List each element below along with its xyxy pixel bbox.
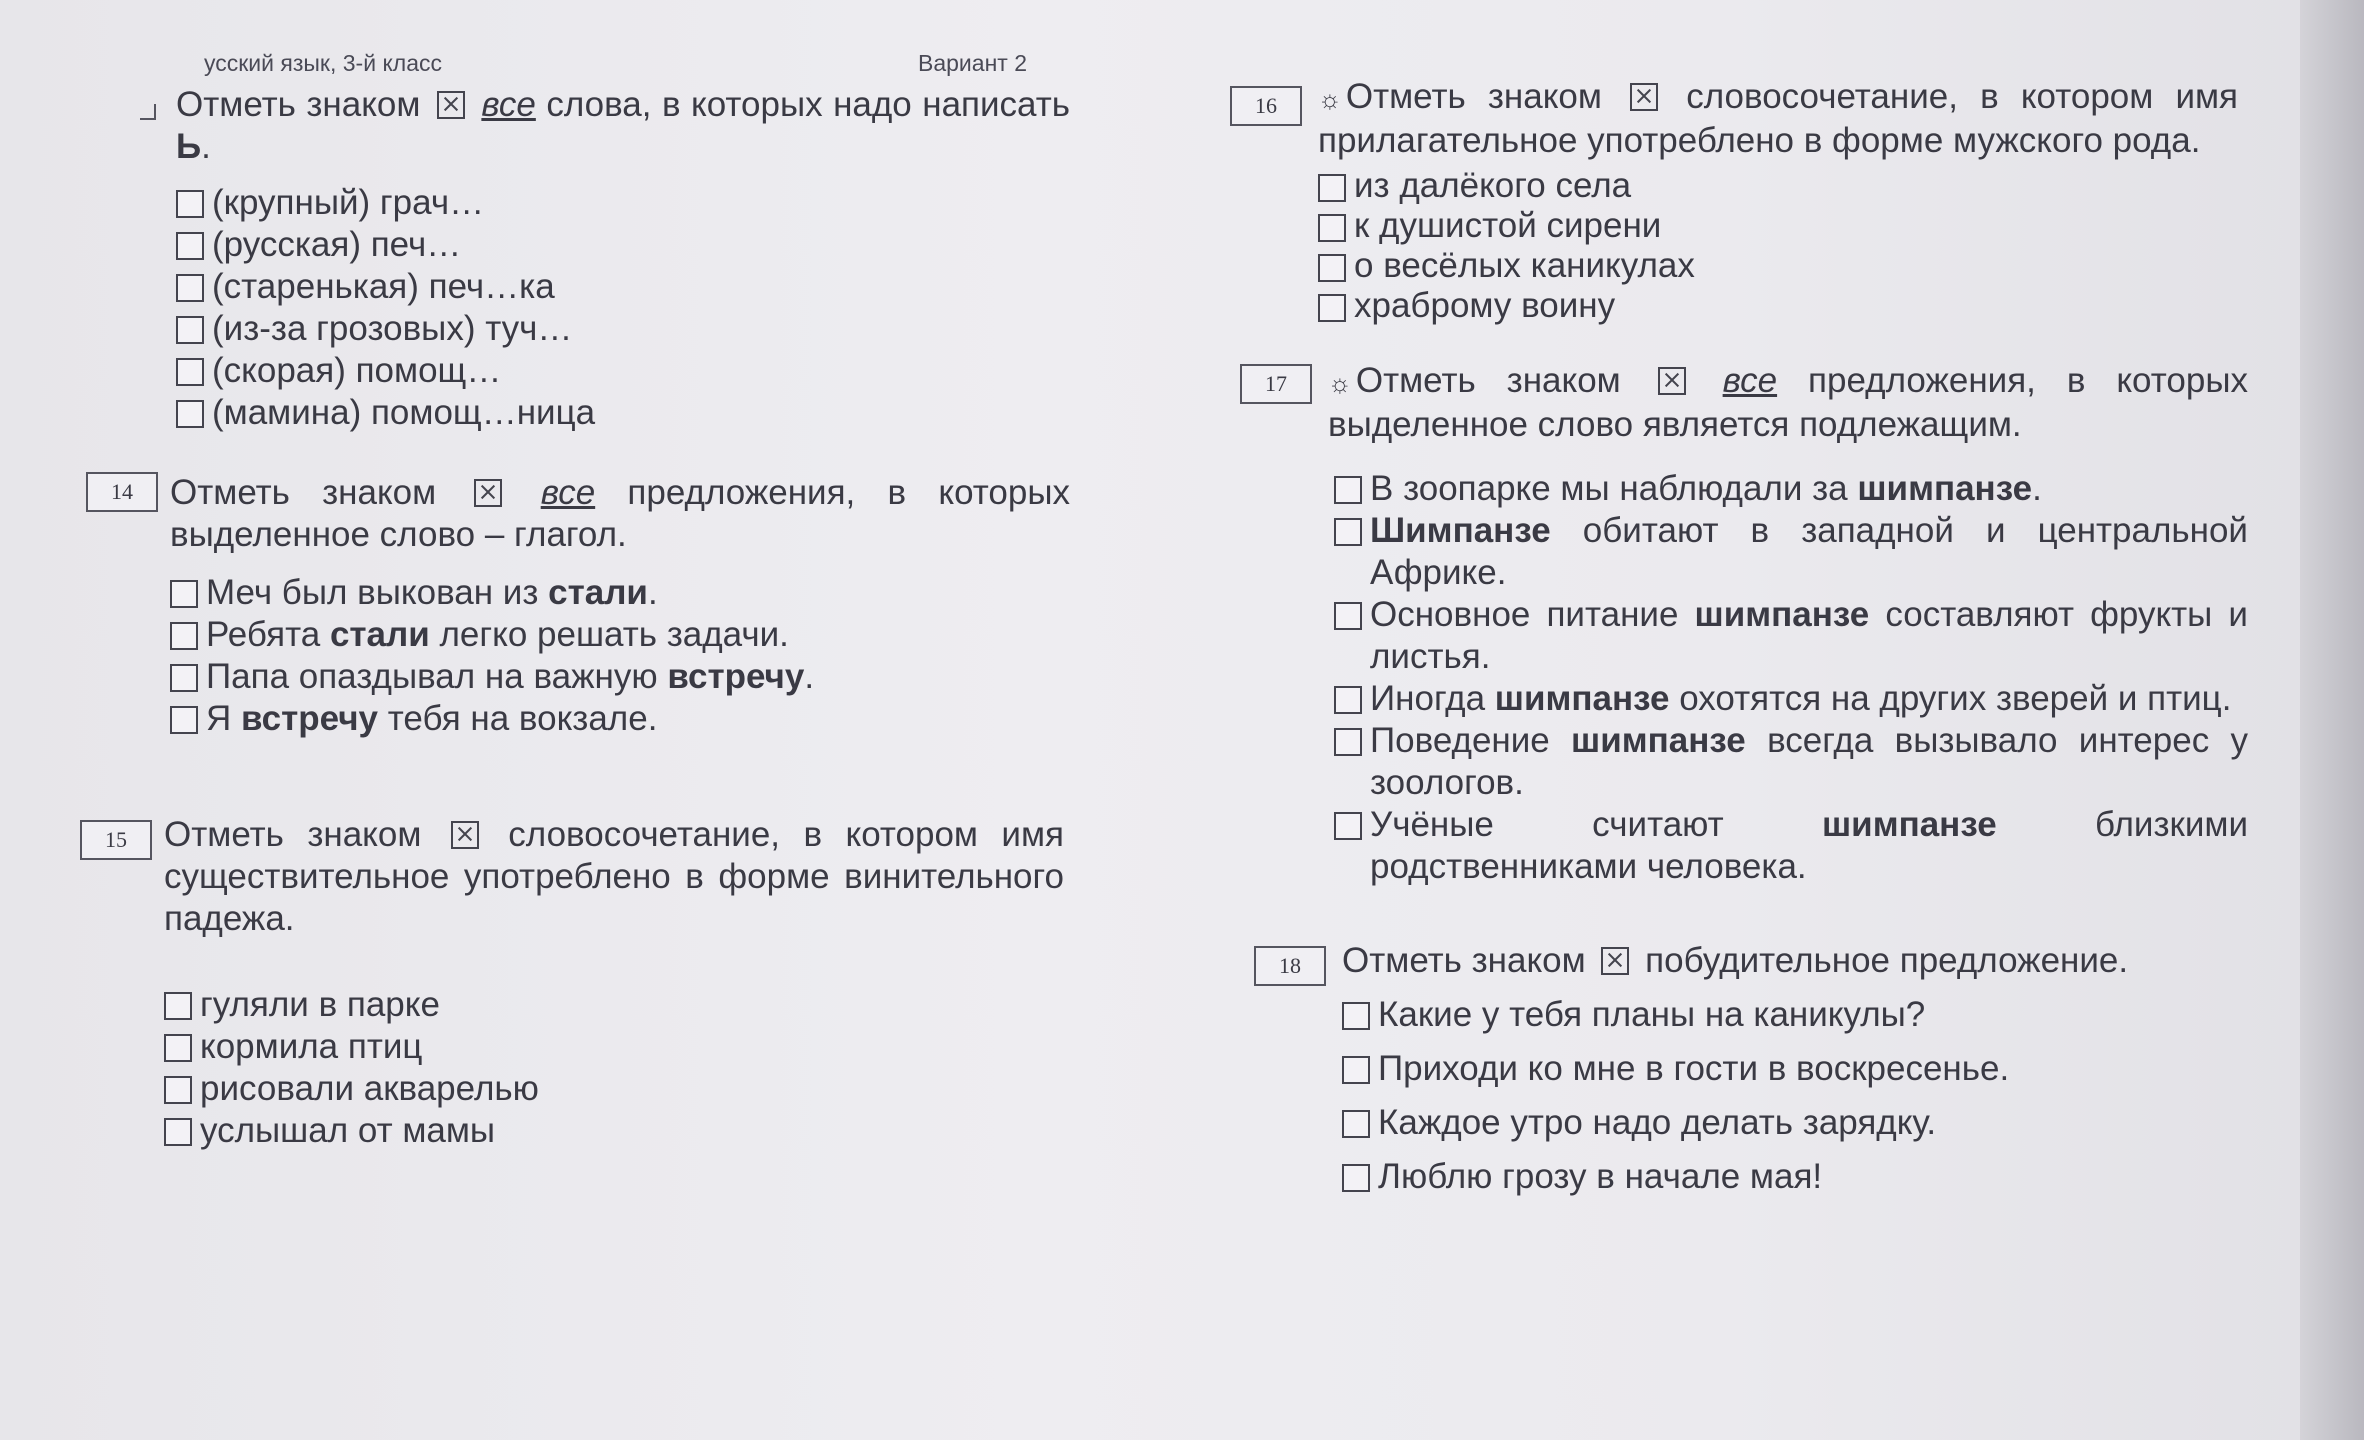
option[interactable]: храброму воину	[1318, 286, 2238, 326]
option[interactable]: гуляли в парке	[164, 984, 1070, 1026]
checkbox[interactable]	[1318, 254, 1346, 282]
page-edge	[2300, 0, 2364, 1440]
task-18-options	[1342, 994, 2262, 1198]
task-13-prompt: Отметь знаком все слова, в которых надо написать Ь.	[176, 85, 1070, 166]
sun-icon: ☼	[1328, 368, 1352, 398]
checkbox[interactable]	[1342, 1002, 1370, 1030]
option[interactable]: Люблю грозу в начале мая!	[1342, 1156, 2262, 1198]
checked-box-icon	[474, 479, 502, 507]
sun-icon: ☼	[1318, 84, 1342, 114]
task-15-prompt: Отметь знаком словосочетание, в котором имя существительное употреблено в форме винительного падежа.	[164, 815, 1064, 938]
task-number-box: 14	[86, 472, 158, 512]
task-16-prompt: ☼ Отметь знаком словосочетание, в котором имя прилагательное употреблено в форме мужского рода.	[1318, 77, 2239, 160]
checkbox[interactable]	[1334, 812, 1362, 840]
checkbox[interactable]	[1318, 214, 1346, 242]
header-subject: усский язык, 3-й класс	[204, 50, 442, 76]
checked-box-icon	[1601, 947, 1629, 975]
checkbox[interactable]	[1334, 728, 1362, 756]
checkbox[interactable]	[1334, 602, 1362, 630]
option[interactable]: (из-за грозовых) туч…	[176, 308, 1070, 350]
option[interactable]: Учёные считают шимпанзе близкими родственниками человека.	[1334, 804, 2248, 888]
option[interactable]: Иногда шимпанзе охотятся на других зверей и птиц.	[1334, 678, 2248, 720]
option[interactable]: (русская) печ…	[176, 224, 1070, 266]
checkbox[interactable]	[164, 1076, 192, 1104]
checkbox[interactable]	[170, 664, 198, 692]
checkbox[interactable]	[176, 232, 204, 260]
checkbox[interactable]	[164, 992, 192, 1020]
checkbox[interactable]	[1334, 686, 1362, 714]
checkbox[interactable]	[1342, 1110, 1370, 1138]
checkbox[interactable]	[176, 190, 204, 218]
option[interactable]: Папа опаздывал на важную встречу.	[170, 656, 1070, 698]
option[interactable]: Каждое утро надо делать зарядку.	[1342, 1102, 2262, 1144]
task-number-box: 15	[80, 820, 152, 860]
option[interactable]: о весёлых каникулах	[1318, 246, 2238, 286]
page-header	[110, 40, 1070, 80]
checkbox[interactable]	[164, 1034, 192, 1062]
option[interactable]: к душистой сирени	[1318, 206, 2238, 246]
task-13-options	[176, 182, 1070, 434]
checkbox[interactable]	[176, 274, 204, 302]
task-14	[111, 468, 1070, 740]
checked-box-icon	[1630, 83, 1658, 111]
task-number-box: 18	[1254, 946, 1326, 986]
option[interactable]: (скорая) помощ…	[176, 350, 1070, 392]
option[interactable]: (старенькая) печ…ка	[176, 266, 1070, 308]
task-18-prompt: Отметь знаком побудительное предложение.	[1342, 941, 2129, 980]
option[interactable]: Меч был выкован из стали.	[170, 572, 1070, 614]
option[interactable]: услышал от мамы	[164, 1110, 1070, 1152]
option[interactable]: Основное питание шимпанзе составляют фрукты и листья.	[1334, 594, 2248, 678]
option[interactable]: кормила птиц	[164, 1026, 1070, 1068]
task-17-prompt: ☼ Отметь знаком все предложения, в которых выделенное слово является подлежащим.	[1328, 361, 2248, 444]
task-17-options	[1334, 468, 2248, 888]
checkbox[interactable]	[1342, 1056, 1370, 1084]
right-column	[1230, 60, 2249, 1198]
checkbox[interactable]	[1318, 174, 1346, 202]
checkbox[interactable]	[1334, 518, 1362, 546]
task-14-prompt: Отметь знаком все предложения, в которых выделенное слово – глагол.	[170, 473, 1070, 554]
checkbox[interactable]	[1334, 476, 1362, 504]
option[interactable]: (крупный) грач…	[176, 182, 1070, 224]
option[interactable]: из далёкого села	[1318, 166, 2238, 206]
task-16-options	[1318, 166, 2238, 326]
left-column	[105, 40, 1070, 1152]
option[interactable]: В зоопарке мы наблюдали за шимпанзе.	[1334, 468, 2248, 510]
task-14-options	[170, 572, 1070, 740]
option[interactable]: Шимпанзе обитают в западной и центральной Африке.	[1334, 510, 2248, 594]
task-15	[105, 814, 1070, 1152]
option[interactable]: Ребята стали легко решать задачи.	[170, 614, 1070, 656]
checked-box-icon	[451, 821, 479, 849]
task-13	[176, 84, 1070, 434]
task-number-box: 17	[1240, 364, 1312, 404]
checked-box-icon	[437, 91, 465, 119]
option[interactable]: Я встречу тебя на вокзале.	[170, 698, 1070, 740]
checkbox[interactable]	[1342, 1164, 1370, 1192]
option[interactable]: Приходи ко мне в гости в воскресенье.	[1342, 1048, 2262, 1090]
header-variant: Вариант 2	[918, 50, 1027, 76]
task-18	[1279, 940, 2262, 1198]
checkbox[interactable]	[176, 358, 204, 386]
corner-mark	[140, 104, 156, 120]
task-17	[1265, 360, 2249, 888]
option[interactable]: Какие у тебя планы на каникулы?	[1342, 994, 2262, 1036]
checkbox[interactable]	[170, 622, 198, 650]
task-15-options	[164, 984, 1070, 1152]
checkbox[interactable]	[170, 580, 198, 608]
checkbox[interactable]	[170, 706, 198, 734]
task-16	[1255, 60, 2239, 326]
checkbox[interactable]	[176, 316, 204, 344]
checkbox[interactable]	[164, 1118, 192, 1146]
option[interactable]: Поведение шимпанзе всегда вызывало интерес у зоологов.	[1334, 720, 2248, 804]
checkbox[interactable]	[1318, 294, 1346, 322]
option[interactable]: (мамина) помощ…ница	[176, 392, 1070, 434]
checked-box-icon	[1658, 367, 1686, 395]
checkbox[interactable]	[176, 400, 204, 428]
option[interactable]: рисовали акварелью	[164, 1068, 1070, 1110]
task-number-box: 16	[1230, 86, 1302, 126]
